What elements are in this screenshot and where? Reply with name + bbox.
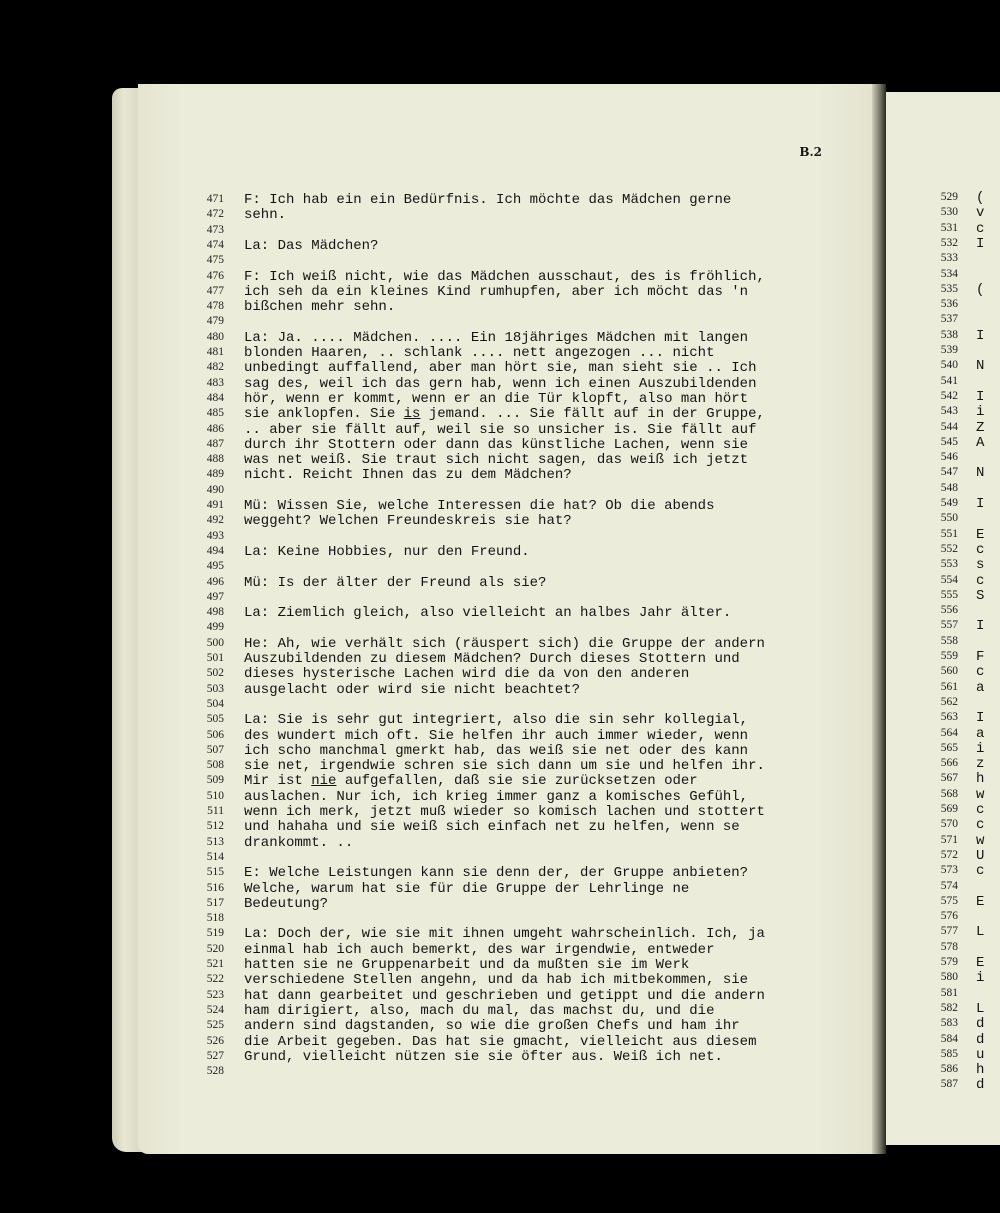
line-text: Mir ist nie aufgefallen, daß sie sie zurücksetzen oder [244,773,698,790]
line-text: c [976,863,985,880]
line-number: 531 [940,221,958,234]
underlined-word: nie [311,773,337,790]
line-text: La: Das Mädchen? [244,237,379,254]
line-number: 485 [206,407,224,420]
line-text: La: Ja. .... Mädchen. .... Ein 18jähriges Mädchen mit langen [244,329,749,346]
line-text: E [976,955,985,971]
line-text: Grund, vielleicht nützen sie sie öfter aus. Weiß ich net. [244,1048,723,1065]
line-text: w [976,786,985,803]
line-text: d [976,1031,985,1048]
line-number: 523 [206,988,224,1001]
line-text: U [976,847,985,864]
line-number: 558 [940,634,958,647]
line-text: sie anklopfen. Sie is jemand. ... Sie fällt auf in der Gruppe, [244,406,765,423]
line-text: a [976,679,985,696]
line-number: 547 [940,466,958,479]
line-number: 540 [940,359,958,372]
line-text: wenn ich merk, jetzt muß wieder so komisch lachen und stottert [244,804,765,820]
line-number: 493 [206,529,224,542]
line-number: 528 [206,1065,224,1078]
line-text: He: Ah, wie verhält sich (räuspert sich) die Gruppe der andern [244,635,765,652]
line-number: 566 [940,757,958,770]
line-number: 525 [206,1019,224,1032]
line-text: F [976,649,985,665]
line-number: 519 [206,927,224,940]
line-text: A [976,434,985,451]
line-text: nicht. Reicht Ihnen das zu dem Mädchen? [244,467,572,484]
line-number: 575 [940,894,958,907]
line-number: 561 [940,680,958,693]
line-text: bißchen mehr sehn. [244,299,396,316]
line-number: 584 [940,1032,958,1045]
line-text: ausgelacht oder wird sie nicht beachtet? [244,681,581,698]
line-number: 486 [206,422,224,435]
line-number: 548 [940,481,958,494]
line-text: ich scho manchmal gmerkt hab, das weiß sie net oder des kann [244,742,749,759]
line-text: d [976,1016,985,1033]
line-number: 520 [206,942,224,955]
line-number: 542 [940,389,958,402]
line-number: 583 [940,1017,958,1030]
line-number: 495 [206,560,224,573]
line-text: v [976,205,985,222]
line-text: Welche, warum hat sie für die Gruppe der Lehrlinge ne [244,880,690,897]
line-number: 555 [940,588,958,601]
line-number: 571 [940,833,958,846]
line-number: 574 [940,879,958,892]
line-text: c [976,572,985,589]
line-number: 511 [207,805,224,817]
line-text: ( [976,190,985,206]
line-number: 505 [206,713,224,726]
line-text: i [976,404,985,421]
line-number: 535 [940,282,958,295]
section-header: B.2 [799,145,822,159]
line-text: Bedeutung? [244,895,329,912]
line-number: 499 [206,621,224,634]
line-number: 556 [940,604,958,617]
line-number: 483 [206,376,224,389]
line-number: 522 [206,973,224,986]
line-number: 481 [206,346,224,358]
line-number: 580 [940,971,958,984]
line-number: 498 [206,606,224,619]
line-number: 572 [940,848,958,861]
line-number: 565 [940,741,958,754]
line-number: 530 [940,206,958,219]
line-number: 517 [206,896,224,909]
line-number: 527 [206,1049,224,1062]
line-text: u [976,1046,985,1063]
line-number: 503 [206,682,224,695]
line-number: 541 [940,374,958,387]
line-number: 545 [940,435,958,448]
line-text: La: Ziemlich gleich, also vielleicht an halbes Jahr älter. [244,605,732,622]
line-text: z [976,756,985,773]
line-number: 533 [940,252,958,265]
line-number: 501 [206,652,224,664]
line-number: 557 [940,619,958,632]
line-text: S [976,587,985,604]
line-text: L [976,924,985,941]
line-number: 534 [940,267,958,280]
line-text: c [976,220,985,237]
line-number: 508 [206,759,224,772]
line-number: 504 [206,697,224,710]
line-number: 552 [940,542,958,555]
line-number: 516 [206,881,224,894]
line-number: 482 [206,361,224,374]
line-number: 579 [940,956,958,968]
line-text: sag des, weil ich das gern hab, wenn ich einen Auszubildenden [244,375,757,392]
line-text: s [976,557,985,574]
line-text: Mü: Is der älter der Freund als sie? [244,574,547,591]
line-text: w [976,832,985,849]
underlined-word: is [403,406,421,423]
line-text: c [976,817,985,834]
line-text: h [976,1062,985,1079]
line-number: 529 [940,191,958,203]
line-number: 500 [206,636,224,649]
line-number: 581 [940,986,958,999]
line-number: 514 [206,850,224,863]
line-number: 476 [206,269,224,282]
line-number: 537 [940,313,958,326]
line-text: c [976,802,985,818]
line-text: h [976,771,985,788]
line-text: F: Ich hab ein ein Bedürfnis. Ich möchte das Mädchen gerne [244,192,732,208]
line-number: 567 [940,772,958,785]
line-text: ( [976,281,985,298]
line-text: einmal hab ich auch bemerkt, des war irgendwie, entweder [244,941,715,958]
line-number: 560 [940,665,958,678]
line-text: F: Ich weiß nicht, wie das Mädchen ausschaut, des is fröhlich, [244,268,765,285]
line-number: 518 [206,912,224,925]
line-text: hatten sie ne Gruppenarbeit und da mußten sie im Werk [244,957,690,973]
line-text: N [976,358,985,375]
line-text: I [976,235,985,252]
line-text: ich seh da ein kleines Kind rumhupfen, aber ich möcht das 'n [244,283,749,300]
line-text: blonden Haaren, .. schlank .... nett angezogen ... nicht [244,345,715,361]
line-number: 550 [940,512,958,525]
line-text: ham dirigiert, also, mach du mal, das machst du, und die [244,1002,715,1019]
line-text: und hahaha und sie weiß sich einfach net zu helfen, wenn se [244,819,740,836]
line-number: 489 [206,468,224,481]
line-number: 490 [206,483,224,496]
line-text: hat dann gearbeitet und geschrieben und getippt und die andern [244,987,765,1004]
line-number: 544 [940,420,958,433]
line-number: 491 [206,499,224,511]
line-text: auslachen. Nur ich, ich krieg immer ganz a komisches Gefühl, [244,788,749,805]
line-text: c [976,664,985,681]
line-number: 538 [940,328,958,341]
line-number: 477 [206,284,224,297]
line-number: 524 [206,1003,224,1016]
line-number: 472 [206,208,224,221]
line-number: 475 [206,254,224,267]
line-number: 570 [940,818,958,831]
line-text: I [976,496,985,512]
line-number: 513 [206,835,224,848]
line-number: 563 [940,711,958,724]
line-number: 578 [940,940,958,953]
line-number: 473 [206,223,224,236]
line-number: 507 [206,743,224,756]
line-text: hör, wenn er kommt, wenn er an die Tür klopft, also man hört [244,390,749,407]
line-number: 543 [940,405,958,418]
line-text: verschiedene Stellen angehn, und da hab ich mitbekommen, sie [244,972,749,989]
line-number: 484 [206,391,224,404]
line-text: I [976,710,985,727]
line-number: 480 [206,330,224,343]
line-number: 536 [940,298,958,311]
line-number: 521 [206,958,224,970]
line-text: weggeht? Welchen Freundeskreis sie hat? [244,513,572,530]
line-number: 576 [940,910,958,923]
line-number: 586 [940,1063,958,1076]
book-gutter [872,84,886,1154]
line-text: L [976,1000,985,1017]
line-number: 496 [206,575,224,588]
line-number: 587 [940,1078,958,1091]
line-text: Z [976,419,985,436]
line-text: sie net, irgendwie schren sie sich dann um sie und helfen ihr. [244,758,765,775]
line-number: 562 [940,695,958,708]
line-number: 502 [206,667,224,680]
line-number: 585 [940,1047,958,1060]
line-number: 526 [206,1034,224,1047]
line-text: La: Sie is sehr gut integriert, also die sin sehr kollegial, [244,712,749,729]
line-text: I [976,618,985,635]
line-text: durch ihr Stottern oder dann das künstliche Lachen, wenn sie [244,436,749,453]
line-text: die Arbeit gegeben. Das hat sie gmacht, vielleicht aus diesem [244,1033,757,1050]
line-number: 515 [206,866,224,879]
line-text: Auszubildenden zu diesem Mädchen? Durch dieses Stottern und [244,651,740,667]
line-text: d [976,1077,985,1094]
line-number: 494 [206,544,224,557]
line-text: c [976,541,985,558]
line-number: 492 [206,514,224,527]
line-text: i [976,970,985,987]
line-number: 569 [940,803,958,815]
line-number: 487 [206,437,224,450]
line-text: E: Welche Leistungen kann sie denn der, der Gruppe anbieten? [244,865,749,882]
line-text: i [976,740,985,757]
line-number: 559 [940,650,958,662]
line-number: 509 [206,774,224,787]
line-number: 512 [206,820,224,833]
line-text: .. aber sie fällt auf, weil sie so unsicher is. Sie fällt auf [244,421,757,438]
line-number: 551 [940,527,958,540]
line-number: 497 [206,590,224,603]
line-number: 488 [206,453,224,466]
line-text: dieses hysterische Lachen wird die da von den anderen [244,666,690,683]
line-text: N [976,465,985,482]
line-number: 506 [206,728,224,741]
line-text: andern sind dagstanden, so wie die großen Chefs und ham ihr [244,1018,740,1035]
line-number: 539 [940,344,958,356]
line-text: La: Keine Hobbies, nur den Freund. [244,543,530,560]
line-number: 549 [940,497,958,509]
line-number: 478 [206,300,224,313]
line-text: I [976,327,985,344]
line-number: 577 [940,925,958,938]
line-number: 573 [940,864,958,877]
line-text: des wundert mich oft. Sie helfen ihr auch immer wieder, wenn [244,727,749,744]
line-number: 554 [940,573,958,586]
line-number: 471 [206,193,224,205]
line-text: drankommt. .. [244,834,354,851]
line-number: 532 [940,236,958,249]
line-text: E [976,893,985,910]
line-text: sehn. [244,207,287,224]
line-number: 546 [940,451,958,464]
line-text: E [976,526,985,543]
line-text: Mü: Wissen Sie, welche Interessen die hat? Ob die abends [244,498,715,514]
line-number: 510 [206,789,224,802]
line-number: 474 [206,238,224,251]
line-number: 479 [206,315,224,328]
line-number: 553 [940,558,958,571]
line-number: 564 [940,726,958,739]
line-number: 582 [940,1001,958,1014]
line-text: La: Doch der, wie sie mit ihnen umgeht wahrscheinlich. Ich, ja [244,926,765,943]
line-text: unbedingt auffallend, aber man hört sie, man sieht sie .. Ich [244,360,757,377]
line-number: 568 [940,787,958,800]
line-text: a [976,725,985,742]
line-text: I [976,388,985,405]
line-text: was net weiß. Sie traut sich nicht sagen, das weiß ich jetzt [244,452,749,469]
